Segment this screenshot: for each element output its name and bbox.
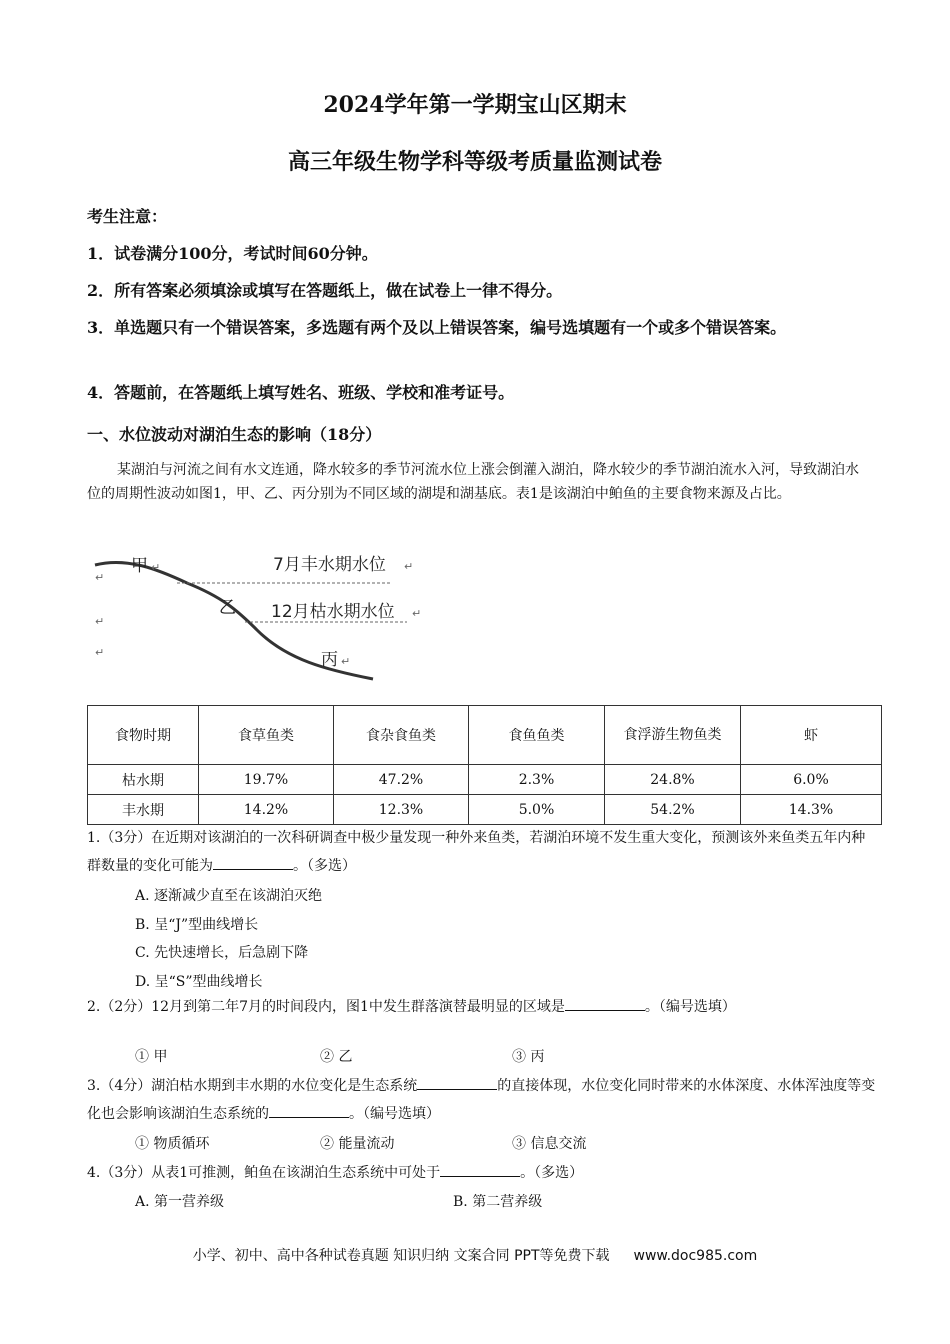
table-cell: 19.7% [199,765,334,795]
return-mark-3: ↵ [95,646,105,659]
section-title: 一、水位波动对湖泊生态的影响（18分） [87,425,382,444]
section-intro: 某湖泊与河流之间有水文连通，降水较多的季节河流水位上涨会倒灌入湖泊，降水较少的季节湖泊流水入河，导致湖泊水位的周期性波动如图1，甲、乙、丙分别为不同区域的湖堤和湖基底。表1是该湖泊中鲌鱼的主要食物来源及占比。 [87,462,859,502]
exam-title-line1: 2024学年第一学期宝山区期末 [323,92,627,118]
question-3 [87,1072,877,1128]
table-cell: 6.0% [741,765,882,795]
question-1 [87,824,877,880]
question-3-suffix: 。（编号选填） [349,1106,440,1122]
notice-item-3: 3．单选题只有一个错误答案，多选题有两个及以上错误答案，编号选填题有一个或多个错误答案。 [87,318,787,337]
table-cell: 枯水期 [88,765,199,795]
q1-option-a: A. 逐渐减少直至在该湖泊灭绝 [135,888,323,904]
table-header-cell: 食浮游生物鱼类 [605,706,741,765]
question-3-text-mid: 的直接体现，水位变化同时带来的水体深度、水体浑浊度等变化也会影响该湖泊生态系统的 [87,1078,876,1122]
table-cell: 2.3% [469,765,605,795]
label-yi: 乙 [219,598,236,618]
q3-option-3: ③ 信息交流 [512,1136,587,1152]
table-cell: 丰水期 [88,795,199,825]
question-1-suffix: 。（多选） [293,858,356,874]
label-low-mark: ↵ [412,607,422,620]
q2-option-3: ③ 丙 [512,1049,545,1065]
q4-option-b: B. 第二营养级 [453,1194,543,1210]
label-bing-mark: ↵ [341,655,351,668]
answer-blank [417,1073,497,1090]
table-header-cell: 食物时期 [88,706,199,765]
q1-option-b: B. 呈“J”型曲线增长 [135,917,259,933]
question-3-text: 3.（4分）湖泊枯水期到丰水期的水位变化是生态系统 [87,1078,418,1094]
table-cell: 47.2% [334,765,469,795]
label-jia: 甲 [131,556,148,576]
table-row [88,795,882,825]
q4-option-a: A. 第一营养级 [135,1194,225,1210]
question-2-text: 2.（2分）12月到第二年7月的时间段内，图1中发生群落演替最明显的区域是 [87,999,565,1015]
label-high-mark: ↵ [404,560,414,573]
answer-blank [440,1160,520,1177]
question-4-text: 4.（3分）从表1可推测，鲌鱼在该湖泊生态系统中可处于 [87,1165,441,1181]
return-mark-1: ↵ [95,571,105,584]
question-4 [87,1159,877,1187]
table-cell: 5.0% [469,795,605,825]
exam-title-line2: 高三年级生物学科等级考质量监测试卷 [287,149,662,175]
label-bing: 丙 [321,650,338,670]
answer-blank [565,994,645,1011]
footer-site-link[interactable]: www.doc985.com [633,1248,758,1264]
q3-option-2: ② 能量流动 [320,1136,395,1152]
label-high-water: 7月丰水期水位 [273,555,386,575]
q2-option-2: ② 乙 [320,1049,353,1065]
table-cell: 54.2% [605,795,741,825]
question-2 [87,994,877,1020]
answer-blank [269,1101,349,1118]
food-source-table [87,705,882,825]
water-level-figure [87,545,487,685]
label-jia-mark: ↵ [151,561,161,574]
question-2-suffix: 。（编号选填） [644,999,736,1015]
table-header-cell: 虾 [741,706,882,765]
table-cell: 12.3% [334,795,469,825]
table-header-cell: 食杂食鱼类 [334,706,469,765]
footer-text: 小学、初中、高中各种试卷真题 知识归纳 文案合同 PPT等免费下载 [192,1248,610,1264]
table-cell: 14.2% [199,795,334,825]
question-4-suffix: 。（多选） [520,1165,584,1181]
table-row [88,765,882,795]
answer-blank [213,853,293,870]
table-header-row [88,706,882,765]
notice-item-4: 4．答题前，在答题纸上填写姓名、班级、学校和准考证号。 [87,383,515,402]
table-header-cell: 食草鱼类 [199,706,334,765]
q3-option-1: ① 物质循环 [135,1136,210,1152]
q1-option-c: C. 先快速增长，后急剧下降 [135,945,309,961]
page-footer [0,1245,950,1265]
q2-option-1: ① 甲 [135,1049,168,1065]
table-header-cell: 食鱼鱼类 [469,706,605,765]
table-cell: 14.3% [741,795,882,825]
return-mark-2: ↵ [95,615,105,628]
notice-item-1: 1．试卷满分100分，考试时间60分钟。 [87,244,378,263]
label-low-water: 12月枯水期水位 [271,602,395,622]
notice-heading: 考生注意： [87,207,168,226]
notice-item-2: 2．所有答案必须填涂或填写在答题纸上，做在试卷上一律不得分。 [87,281,563,300]
table-cell: 24.8% [605,765,741,795]
question-1-text: 1.（3分）在近期对该湖泊的一次科研调查中极少量发现一种外来鱼类，若湖泊环境不发生重大变化，预测该外来鱼类五年内种群数量的变化可能为 [87,830,866,874]
q1-option-d: D. 呈“S”型曲线增长 [135,974,263,990]
